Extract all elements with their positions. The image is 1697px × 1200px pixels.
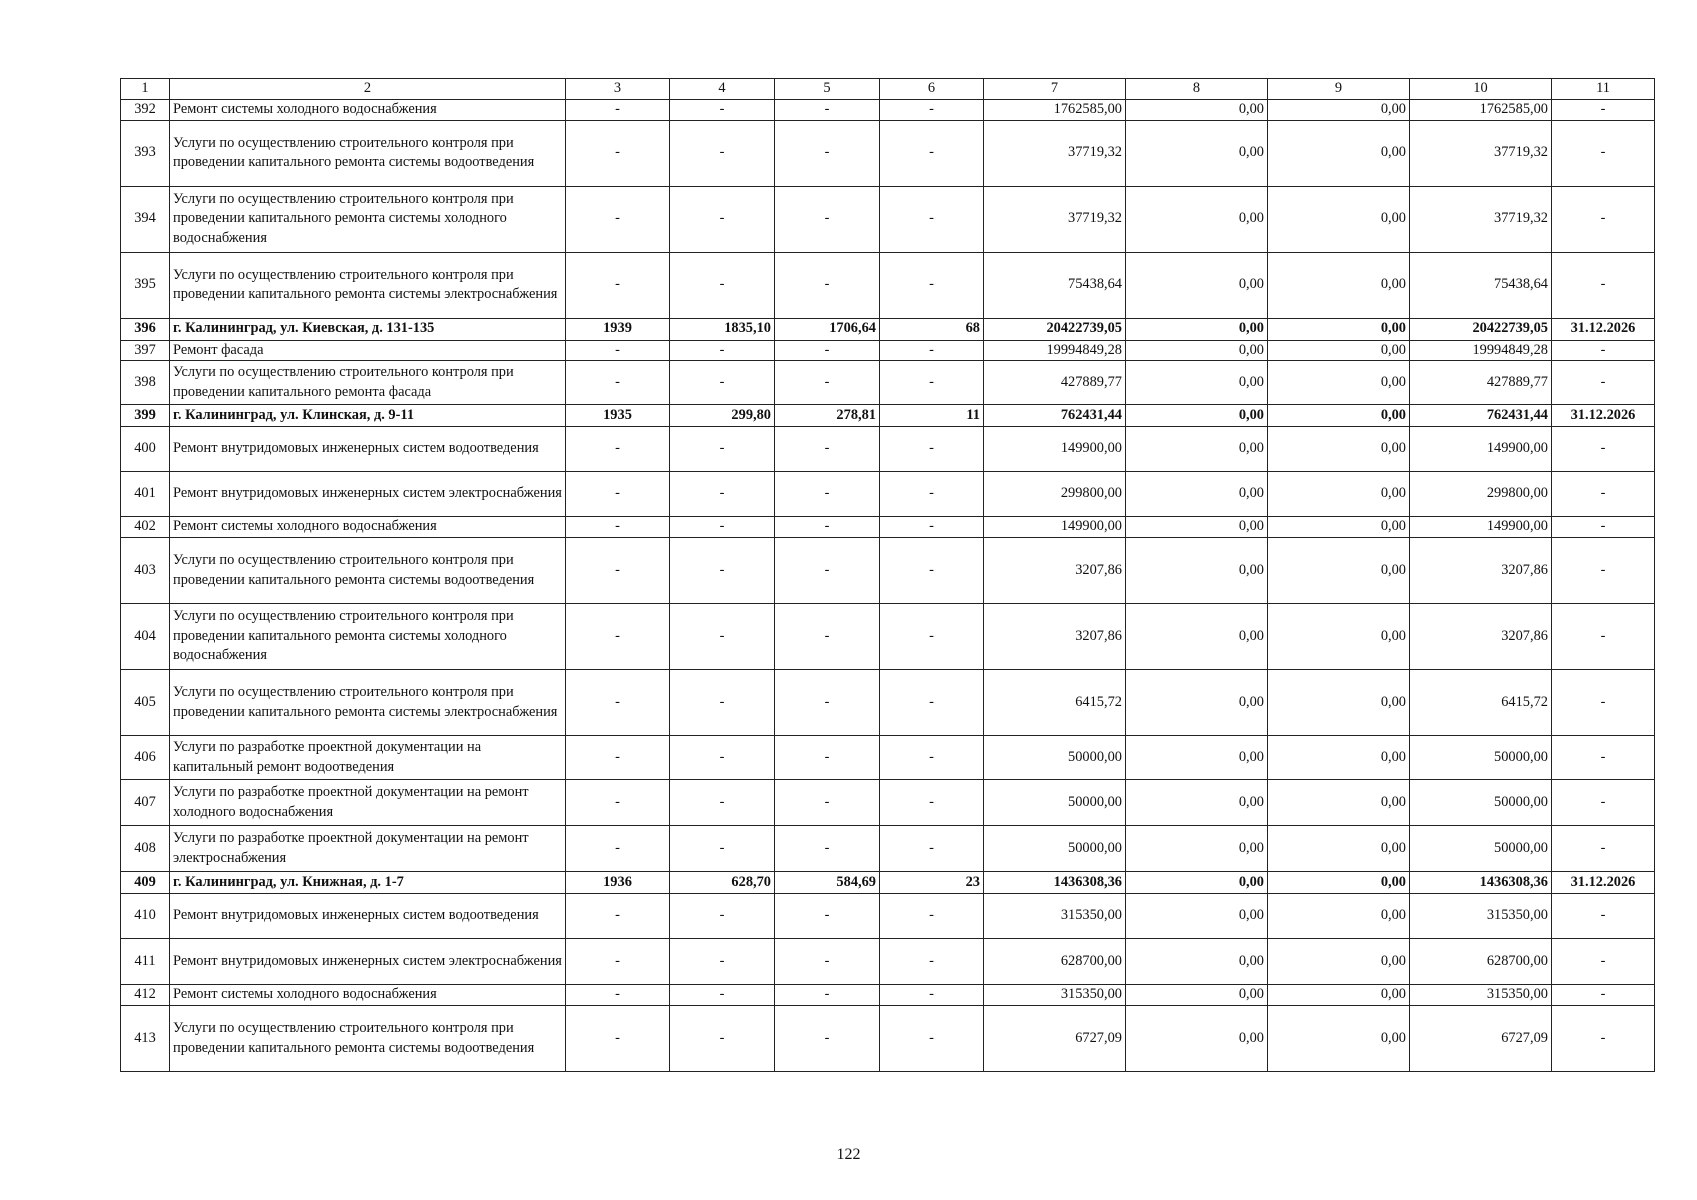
row-number-cell: 392 xyxy=(121,100,170,121)
work-description-cell: Ремонт внутридомовых инженерных систем водоотведения xyxy=(170,894,566,939)
col-8-cell: 0,00 xyxy=(1126,361,1268,405)
col-11-cell: - xyxy=(1552,100,1655,121)
col-7-cell: 149900,00 xyxy=(984,427,1126,472)
col-9-cell: 0,00 xyxy=(1268,604,1410,670)
col-3-cell: - xyxy=(566,538,670,604)
col-4-cell: - xyxy=(670,894,775,939)
column-header: 1 xyxy=(121,79,170,100)
col-4-cell: - xyxy=(670,472,775,517)
col-8-cell: 0,00 xyxy=(1126,252,1268,318)
column-header: 3 xyxy=(566,79,670,100)
col-10-cell: 315350,00 xyxy=(1410,894,1552,939)
col-4-cell: - xyxy=(670,780,775,826)
col-5-cell: 1706,64 xyxy=(775,318,880,340)
work-description-cell: г. Калининград, ул. Книжная, д. 1-7 xyxy=(170,872,566,894)
col-4-cell: - xyxy=(670,939,775,985)
col-8-cell: 0,00 xyxy=(1126,340,1268,361)
col-11-cell: - xyxy=(1552,517,1655,538)
col-9-cell: 0,00 xyxy=(1268,340,1410,361)
col-8-cell: 0,00 xyxy=(1126,100,1268,121)
col-8-cell: 0,00 xyxy=(1126,872,1268,894)
col-11-cell: - xyxy=(1552,985,1655,1006)
col-7-cell: 299800,00 xyxy=(984,472,1126,517)
row-number-cell: 403 xyxy=(121,538,170,604)
table-row xyxy=(121,826,1655,872)
col-6-cell: - xyxy=(880,100,984,121)
col-6-cell: - xyxy=(880,780,984,826)
col-7-cell: 20422739,05 xyxy=(984,318,1126,340)
table-row xyxy=(121,780,1655,826)
col-5-cell: - xyxy=(775,252,880,318)
table-row xyxy=(121,100,1655,121)
col-10-cell: 37719,32 xyxy=(1410,120,1552,186)
row-number-cell: 410 xyxy=(121,894,170,939)
work-description-cell: Ремонт фасада xyxy=(170,340,566,361)
col-10-cell: 149900,00 xyxy=(1410,517,1552,538)
table-row xyxy=(121,1006,1655,1072)
col-8-cell: 0,00 xyxy=(1126,604,1268,670)
table-row xyxy=(121,939,1655,985)
col-5-cell: - xyxy=(775,826,880,872)
col-6-cell: - xyxy=(880,826,984,872)
col-3-cell: - xyxy=(566,780,670,826)
col-9-cell: 0,00 xyxy=(1268,894,1410,939)
col-8-cell: 0,00 xyxy=(1126,826,1268,872)
col-7-cell: 37719,32 xyxy=(984,186,1126,252)
address-row xyxy=(121,405,1655,427)
table-row xyxy=(121,517,1655,538)
work-description-cell: г. Калининград, ул. Киевская, д. 131-135 xyxy=(170,318,566,340)
row-number-cell: 393 xyxy=(121,120,170,186)
col-11-cell: - xyxy=(1552,604,1655,670)
col-4-cell: - xyxy=(670,427,775,472)
row-number-cell: 398 xyxy=(121,361,170,405)
col-11-cell: - xyxy=(1552,939,1655,985)
row-number-cell: 394 xyxy=(121,186,170,252)
col-9-cell: 0,00 xyxy=(1268,120,1410,186)
col-7-cell: 762431,44 xyxy=(984,405,1126,427)
col-5-cell: - xyxy=(775,604,880,670)
col-3-cell: - xyxy=(566,472,670,517)
col-5-cell: - xyxy=(775,894,880,939)
col-4-cell: - xyxy=(670,670,775,736)
col-3-cell: - xyxy=(566,939,670,985)
col-10-cell: 315350,00 xyxy=(1410,985,1552,1006)
col-3-cell: - xyxy=(566,894,670,939)
col-3-cell: 1939 xyxy=(566,318,670,340)
work-description-cell: Услуги по осуществлению строительного контроля при проведении капитального ремонта системы электроснабжения xyxy=(170,670,566,736)
col-5-cell: - xyxy=(775,517,880,538)
col-3-cell: - xyxy=(566,736,670,780)
table-row xyxy=(121,252,1655,318)
col-7-cell: 315350,00 xyxy=(984,894,1126,939)
work-description-cell: Услуги по осуществлению строительного контроля при проведении капитального ремонта фасада xyxy=(170,361,566,405)
col-10-cell: 3207,86 xyxy=(1410,538,1552,604)
row-number-cell: 396 xyxy=(121,318,170,340)
col-5-cell: - xyxy=(775,670,880,736)
col-4-cell: 628,70 xyxy=(670,872,775,894)
col-6-cell: - xyxy=(880,361,984,405)
col-11-cell: - xyxy=(1552,120,1655,186)
work-description-cell: Ремонт системы холодного водоснабжения xyxy=(170,100,566,121)
col-6-cell: - xyxy=(880,427,984,472)
work-description-cell: Услуги по осуществлению строительного контроля при проведении капитального ремонта системы электроснабжения xyxy=(170,252,566,318)
row-number-cell: 413 xyxy=(121,1006,170,1072)
col-10-cell: 3207,86 xyxy=(1410,604,1552,670)
col-4-cell: - xyxy=(670,538,775,604)
col-4-cell: - xyxy=(670,186,775,252)
col-5-cell: - xyxy=(775,427,880,472)
column-header: 2 xyxy=(170,79,566,100)
col-8-cell: 0,00 xyxy=(1126,405,1268,427)
work-description-cell: Услуги по осуществлению строительного контроля при проведении капитального ремонта системы водоотведения xyxy=(170,538,566,604)
col-9-cell: 0,00 xyxy=(1268,670,1410,736)
col-10-cell: 20422739,05 xyxy=(1410,318,1552,340)
col-5-cell: - xyxy=(775,939,880,985)
table-row xyxy=(121,472,1655,517)
col-6-cell: - xyxy=(880,1006,984,1072)
col-6-cell: 23 xyxy=(880,872,984,894)
col-8-cell: 0,00 xyxy=(1126,780,1268,826)
col-3-cell: - xyxy=(566,604,670,670)
table-row xyxy=(121,427,1655,472)
col-5-cell: - xyxy=(775,361,880,405)
col-6-cell: - xyxy=(880,538,984,604)
work-description-cell: Ремонт системы холодного водоснабжения xyxy=(170,517,566,538)
column-header: 8 xyxy=(1126,79,1268,100)
col-7-cell: 3207,86 xyxy=(984,604,1126,670)
col-11-cell: - xyxy=(1552,361,1655,405)
col-8-cell: 0,00 xyxy=(1126,736,1268,780)
table-row xyxy=(121,340,1655,361)
col-6-cell: - xyxy=(880,252,984,318)
col-5-cell: - xyxy=(775,780,880,826)
register-table xyxy=(120,78,1655,1072)
col-8-cell: 0,00 xyxy=(1126,120,1268,186)
col-9-cell: 0,00 xyxy=(1268,985,1410,1006)
col-11-cell: - xyxy=(1552,538,1655,604)
work-description-cell: Услуги по разработке проектной документации на капитальный ремонт водоотведения xyxy=(170,736,566,780)
col-5-cell: - xyxy=(775,1006,880,1072)
table-row xyxy=(121,186,1655,252)
page-number: 122 xyxy=(836,1146,861,1163)
work-description-cell: г. Калининград, ул. Клинская, д. 9-11 xyxy=(170,405,566,427)
col-8-cell: 0,00 xyxy=(1126,318,1268,340)
col-7-cell: 50000,00 xyxy=(984,780,1126,826)
col-9-cell: 0,00 xyxy=(1268,252,1410,318)
column-header: 9 xyxy=(1268,79,1410,100)
table-row xyxy=(121,120,1655,186)
col-3-cell: - xyxy=(566,517,670,538)
col-5-cell: 278,81 xyxy=(775,405,880,427)
table-row xyxy=(121,736,1655,780)
col-3-cell: 1935 xyxy=(566,405,670,427)
col-8-cell: 0,00 xyxy=(1126,985,1268,1006)
work-description-cell: Ремонт системы холодного водоснабжения xyxy=(170,985,566,1006)
address-row xyxy=(121,872,1655,894)
col-6-cell: - xyxy=(880,670,984,736)
col-3-cell: - xyxy=(566,100,670,121)
col-9-cell: 0,00 xyxy=(1268,405,1410,427)
col-8-cell: 0,00 xyxy=(1126,939,1268,985)
column-number-row xyxy=(121,79,1655,100)
col-10-cell: 628700,00 xyxy=(1410,939,1552,985)
row-number-cell: 409 xyxy=(121,872,170,894)
col-3-cell: - xyxy=(566,361,670,405)
col-4-cell: - xyxy=(670,1006,775,1072)
row-number-cell: 402 xyxy=(121,517,170,538)
col-9-cell: 0,00 xyxy=(1268,538,1410,604)
col-6-cell: - xyxy=(880,939,984,985)
col-11-cell: 31.12.2026 xyxy=(1552,405,1655,427)
col-4-cell: - xyxy=(670,985,775,1006)
col-6-cell: - xyxy=(880,894,984,939)
col-4-cell: - xyxy=(670,340,775,361)
col-10-cell: 19994849,28 xyxy=(1410,340,1552,361)
col-10-cell: 6415,72 xyxy=(1410,670,1552,736)
col-6-cell: - xyxy=(880,736,984,780)
col-9-cell: 0,00 xyxy=(1268,186,1410,252)
col-6-cell: 11 xyxy=(880,405,984,427)
col-3-cell: 1936 xyxy=(566,872,670,894)
work-description-cell: Услуги по осуществлению строительного контроля при проведении капитального ремонта системы водоотведения xyxy=(170,120,566,186)
col-7-cell: 3207,86 xyxy=(984,538,1126,604)
col-3-cell: - xyxy=(566,985,670,1006)
row-number-cell: 408 xyxy=(121,826,170,872)
col-11-cell: - xyxy=(1552,1006,1655,1072)
col-4-cell: - xyxy=(670,120,775,186)
col-5-cell: - xyxy=(775,186,880,252)
col-4-cell: - xyxy=(670,252,775,318)
column-header: 10 xyxy=(1410,79,1552,100)
col-3-cell: - xyxy=(566,340,670,361)
col-5-cell: - xyxy=(775,985,880,1006)
col-11-cell: - xyxy=(1552,427,1655,472)
col-9-cell: 0,00 xyxy=(1268,736,1410,780)
work-description-cell: Услуги по осуществлению строительного контроля при проведении капитального ремонта системы водоотведения xyxy=(170,1006,566,1072)
col-11-cell: - xyxy=(1552,252,1655,318)
col-8-cell: 0,00 xyxy=(1126,670,1268,736)
col-7-cell: 75438,64 xyxy=(984,252,1126,318)
col-7-cell: 628700,00 xyxy=(984,939,1126,985)
col-3-cell: - xyxy=(566,252,670,318)
col-10-cell: 6727,09 xyxy=(1410,1006,1552,1072)
col-9-cell: 0,00 xyxy=(1268,780,1410,826)
col-6-cell: - xyxy=(880,604,984,670)
col-9-cell: 0,00 xyxy=(1268,939,1410,985)
col-10-cell: 427889,77 xyxy=(1410,361,1552,405)
col-6-cell: - xyxy=(880,186,984,252)
col-9-cell: 0,00 xyxy=(1268,100,1410,121)
col-11-cell: 31.12.2026 xyxy=(1552,872,1655,894)
table-row xyxy=(121,361,1655,405)
col-8-cell: 0,00 xyxy=(1126,472,1268,517)
col-10-cell: 50000,00 xyxy=(1410,736,1552,780)
work-description-cell: Ремонт внутридомовых инженерных систем водоотведения xyxy=(170,427,566,472)
col-11-cell: - xyxy=(1552,340,1655,361)
col-4-cell: - xyxy=(670,361,775,405)
col-4-cell: - xyxy=(670,517,775,538)
col-3-cell: - xyxy=(566,826,670,872)
col-10-cell: 1762585,00 xyxy=(1410,100,1552,121)
work-description-cell: Ремонт внутридомовых инженерных систем электроснабжения xyxy=(170,472,566,517)
col-7-cell: 37719,32 xyxy=(984,120,1126,186)
col-10-cell: 37719,32 xyxy=(1410,186,1552,252)
col-9-cell: 0,00 xyxy=(1268,472,1410,517)
col-10-cell: 149900,00 xyxy=(1410,427,1552,472)
col-11-cell: - xyxy=(1552,826,1655,872)
column-header: 7 xyxy=(984,79,1126,100)
col-7-cell: 1436308,36 xyxy=(984,872,1126,894)
col-9-cell: 0,00 xyxy=(1268,826,1410,872)
col-6-cell: - xyxy=(880,120,984,186)
col-7-cell: 50000,00 xyxy=(984,826,1126,872)
col-4-cell: - xyxy=(670,604,775,670)
row-number-cell: 399 xyxy=(121,405,170,427)
col-3-cell: - xyxy=(566,120,670,186)
col-9-cell: 0,00 xyxy=(1268,517,1410,538)
col-5-cell: - xyxy=(775,538,880,604)
row-number-cell: 395 xyxy=(121,252,170,318)
col-11-cell: - xyxy=(1552,670,1655,736)
col-11-cell: 31.12.2026 xyxy=(1552,318,1655,340)
col-10-cell: 75438,64 xyxy=(1410,252,1552,318)
col-8-cell: 0,00 xyxy=(1126,427,1268,472)
col-8-cell: 0,00 xyxy=(1126,186,1268,252)
col-5-cell: 584,69 xyxy=(775,872,880,894)
col-9-cell: 0,00 xyxy=(1268,1006,1410,1072)
row-number-cell: 405 xyxy=(121,670,170,736)
col-7-cell: 6415,72 xyxy=(984,670,1126,736)
table-row xyxy=(121,604,1655,670)
row-number-cell: 397 xyxy=(121,340,170,361)
col-6-cell: - xyxy=(880,517,984,538)
col-11-cell: - xyxy=(1552,736,1655,780)
col-3-cell: - xyxy=(566,427,670,472)
col-6-cell: 68 xyxy=(880,318,984,340)
column-header: 4 xyxy=(670,79,775,100)
work-description-cell: Услуги по осуществлению строительного контроля при проведении капитального ремонта системы холодного водоснабжения xyxy=(170,186,566,252)
col-5-cell: - xyxy=(775,100,880,121)
col-5-cell: - xyxy=(775,340,880,361)
col-10-cell: 762431,44 xyxy=(1410,405,1552,427)
col-7-cell: 50000,00 xyxy=(984,736,1126,780)
col-10-cell: 1436308,36 xyxy=(1410,872,1552,894)
row-number-cell: 401 xyxy=(121,472,170,517)
col-7-cell: 427889,77 xyxy=(984,361,1126,405)
document-sheet xyxy=(120,78,1654,1072)
col-4-cell: - xyxy=(670,826,775,872)
column-header: 11 xyxy=(1552,79,1655,100)
col-4-cell: - xyxy=(670,100,775,121)
col-11-cell: - xyxy=(1552,472,1655,517)
col-7-cell: 6727,09 xyxy=(984,1006,1126,1072)
table-row xyxy=(121,538,1655,604)
work-description-cell: Услуги по осуществлению строительного контроля при проведении капитального ремонта системы холодного водоснабжения xyxy=(170,604,566,670)
col-5-cell: - xyxy=(775,736,880,780)
col-3-cell: - xyxy=(566,1006,670,1072)
col-10-cell: 50000,00 xyxy=(1410,826,1552,872)
col-3-cell: - xyxy=(566,670,670,736)
col-4-cell: 299,80 xyxy=(670,405,775,427)
row-number-cell: 411 xyxy=(121,939,170,985)
row-number-cell: 400 xyxy=(121,427,170,472)
col-7-cell: 1762585,00 xyxy=(984,100,1126,121)
col-6-cell: - xyxy=(880,985,984,1006)
col-9-cell: 0,00 xyxy=(1268,872,1410,894)
col-11-cell: - xyxy=(1552,186,1655,252)
row-number-cell: 404 xyxy=(121,604,170,670)
col-8-cell: 0,00 xyxy=(1126,517,1268,538)
col-8-cell: 0,00 xyxy=(1126,1006,1268,1072)
col-10-cell: 50000,00 xyxy=(1410,780,1552,826)
work-description-cell: Ремонт внутридомовых инженерных систем электроснабжения xyxy=(170,939,566,985)
table-row xyxy=(121,670,1655,736)
col-5-cell: - xyxy=(775,120,880,186)
col-4-cell: - xyxy=(670,736,775,780)
col-9-cell: 0,00 xyxy=(1268,361,1410,405)
col-11-cell: - xyxy=(1552,894,1655,939)
work-description-cell: Услуги по разработке проектной документации на ремонт холодного водоснабжения xyxy=(170,780,566,826)
col-5-cell: - xyxy=(775,472,880,517)
col-8-cell: 0,00 xyxy=(1126,538,1268,604)
col-7-cell: 149900,00 xyxy=(984,517,1126,538)
col-4-cell: 1835,10 xyxy=(670,318,775,340)
row-number-cell: 407 xyxy=(121,780,170,826)
col-7-cell: 315350,00 xyxy=(984,985,1126,1006)
col-9-cell: 0,00 xyxy=(1268,318,1410,340)
col-11-cell: - xyxy=(1552,780,1655,826)
row-number-cell: 412 xyxy=(121,985,170,1006)
col-6-cell: - xyxy=(880,472,984,517)
col-3-cell: - xyxy=(566,186,670,252)
col-8-cell: 0,00 xyxy=(1126,894,1268,939)
col-10-cell: 299800,00 xyxy=(1410,472,1552,517)
row-number-cell: 406 xyxy=(121,736,170,780)
col-7-cell: 19994849,28 xyxy=(984,340,1126,361)
col-6-cell: - xyxy=(880,340,984,361)
col-9-cell: 0,00 xyxy=(1268,427,1410,472)
column-header: 5 xyxy=(775,79,880,100)
table-row xyxy=(121,894,1655,939)
work-description-cell: Услуги по разработке проектной документации на ремонт электроснабжения xyxy=(170,826,566,872)
address-row xyxy=(121,318,1655,340)
column-header: 6 xyxy=(880,79,984,100)
table-row xyxy=(121,985,1655,1006)
